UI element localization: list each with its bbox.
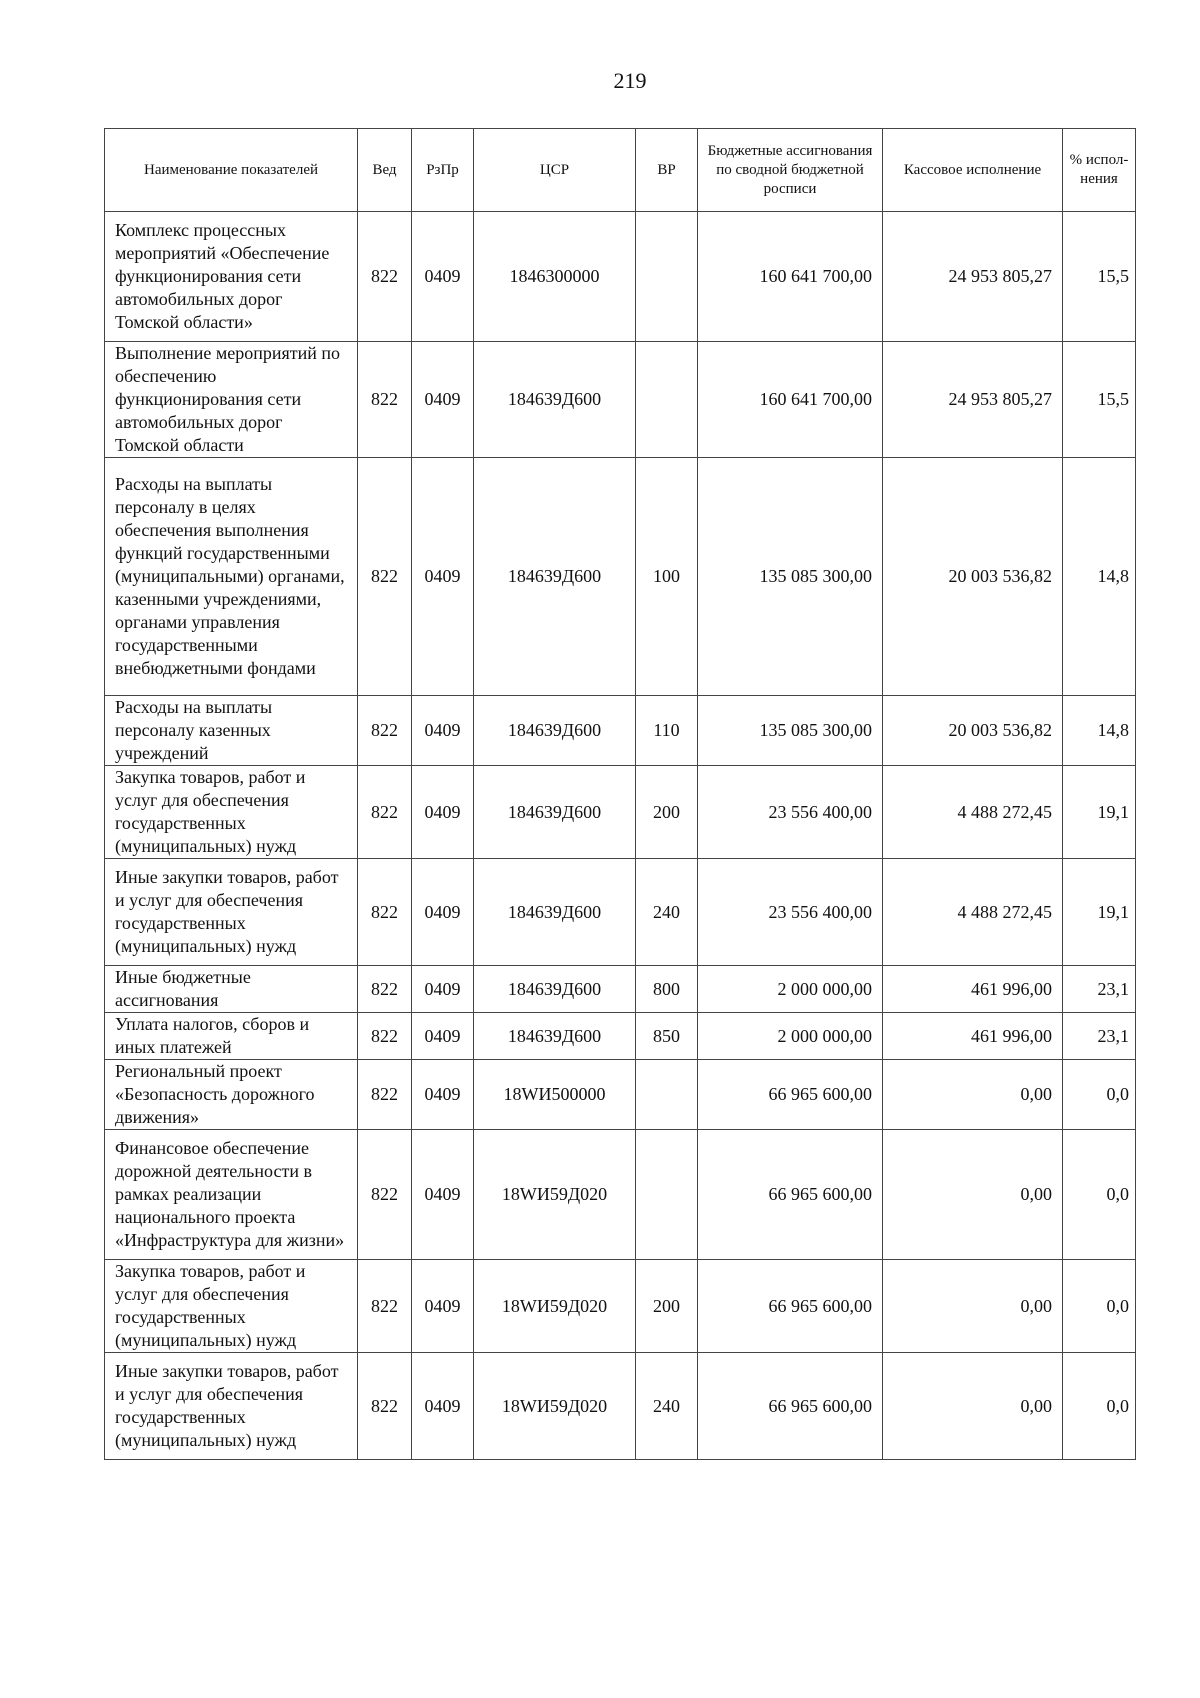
- cell-name: Финансовое обеспечение дорожной деятельности в рамках реализации национального проекта «Инфраструктура для жизни»: [105, 1130, 358, 1260]
- cell-vr: 110: [636, 696, 698, 766]
- cell-ved: 822: [358, 1260, 412, 1353]
- cell-ved: 822: [358, 859, 412, 966]
- cell-name: Комплекс процессных мероприятий «Обеспечение функционирования сети автомобильных дорог Томской области»: [105, 212, 358, 342]
- table-header-row: [105, 129, 1136, 212]
- cell-cash: 4 488 272,45: [883, 859, 1063, 966]
- cell-vr: 800: [636, 966, 698, 1013]
- cell-cash: 20 003 536,82: [883, 458, 1063, 696]
- table-row: [105, 458, 1136, 696]
- cell-pct: 0,0: [1063, 1130, 1136, 1260]
- cell-budget: 66 965 600,00: [698, 1130, 883, 1260]
- cell-rzpr: 0409: [412, 966, 474, 1013]
- table-row: [105, 859, 1136, 966]
- cell-ved: 822: [358, 212, 412, 342]
- cell-rzpr: 0409: [412, 1353, 474, 1460]
- table-body: [105, 212, 1136, 1460]
- cell-ved: 822: [358, 1060, 412, 1130]
- cell-name: Уплата налогов, сборов и иных платежей: [105, 1013, 358, 1060]
- table-row: [105, 1353, 1136, 1460]
- cell-pct: 19,1: [1063, 766, 1136, 859]
- cell-csr: 18WИ500000: [474, 1060, 636, 1130]
- cell-csr: 184639Д600: [474, 766, 636, 859]
- cell-vr: 240: [636, 1353, 698, 1460]
- cell-cash: 0,00: [883, 1060, 1063, 1130]
- cell-vr: 240: [636, 859, 698, 966]
- table-row: [105, 766, 1136, 859]
- header-vr: ВР: [636, 129, 698, 212]
- cell-vr: 200: [636, 1260, 698, 1353]
- cell-name: Закупка товаров, работ и услуг для обеспечения государственных (муниципальных) нужд: [105, 766, 358, 859]
- table-row: [105, 1013, 1136, 1060]
- cell-vr: 100: [636, 458, 698, 696]
- cell-rzpr: 0409: [412, 696, 474, 766]
- cell-name: Иные закупки товаров, работ и услуг для обеспечения государственных (муниципальных) нужд: [105, 859, 358, 966]
- table-row: [105, 1130, 1136, 1260]
- cell-budget: 135 085 300,00: [698, 696, 883, 766]
- cell-pct: 19,1: [1063, 859, 1136, 966]
- cell-rzpr: 0409: [412, 859, 474, 966]
- cell-pct: 14,8: [1063, 458, 1136, 696]
- cell-name: Закупка товаров, работ и услуг для обеспечения государственных (муниципальных) нужд: [105, 1260, 358, 1353]
- cell-name: Расходы на выплаты персоналу в целях обеспечения выполнения функций государственными (муниципальными) органами, казенными учреждениями, органами управления государственными внебюджетными фондами: [105, 458, 358, 696]
- cell-csr: 1846300000: [474, 212, 636, 342]
- cell-vr: [636, 1060, 698, 1130]
- table-row: [105, 696, 1136, 766]
- cell-budget: 2 000 000,00: [698, 1013, 883, 1060]
- cell-name: Региональный проект «Безопасность дорожного движения»: [105, 1060, 358, 1130]
- header-rzpr: РзПр: [412, 129, 474, 212]
- cell-csr: 184639Д600: [474, 859, 636, 966]
- cell-pct: 15,5: [1063, 212, 1136, 342]
- header-name: Наименование показателей: [105, 129, 358, 212]
- cell-pct: 0,0: [1063, 1353, 1136, 1460]
- cell-budget: 160 641 700,00: [698, 212, 883, 342]
- cell-budget: 135 085 300,00: [698, 458, 883, 696]
- table-row: [105, 1060, 1136, 1130]
- cell-cash: 24 953 805,27: [883, 342, 1063, 458]
- cell-name: Выполнение мероприятий по обеспечению функционирования сети автомобильных дорог Томской области: [105, 342, 358, 458]
- cell-pct: 15,5: [1063, 342, 1136, 458]
- cell-cash: 461 996,00: [883, 966, 1063, 1013]
- cell-rzpr: 0409: [412, 1130, 474, 1260]
- cell-budget: 2 000 000,00: [698, 966, 883, 1013]
- cell-rzpr: 0409: [412, 1060, 474, 1130]
- cell-rzpr: 0409: [412, 212, 474, 342]
- cell-cash: 20 003 536,82: [883, 696, 1063, 766]
- cell-ved: 822: [358, 966, 412, 1013]
- cell-cash: 0,00: [883, 1353, 1063, 1460]
- cell-rzpr: 0409: [412, 766, 474, 859]
- cell-name: Иные закупки товаров, работ и услуг для обеспечения государственных (муниципальных) нужд: [105, 1353, 358, 1460]
- cell-rzpr: 0409: [412, 1260, 474, 1353]
- cell-pct: 23,1: [1063, 1013, 1136, 1060]
- cell-budget: 66 965 600,00: [698, 1260, 883, 1353]
- cell-ved: 822: [358, 766, 412, 859]
- cell-ved: 822: [358, 1130, 412, 1260]
- cell-ved: 822: [358, 1353, 412, 1460]
- cell-vr: [636, 342, 698, 458]
- cell-budget: 23 556 400,00: [698, 859, 883, 966]
- cell-vr: 850: [636, 1013, 698, 1060]
- cell-csr: 184639Д600: [474, 696, 636, 766]
- cell-rzpr: 0409: [412, 1013, 474, 1060]
- cell-cash: 461 996,00: [883, 1013, 1063, 1060]
- cell-csr: 184639Д600: [474, 1013, 636, 1060]
- cell-vr: [636, 1130, 698, 1260]
- page-number: 219: [613, 68, 647, 93]
- table-row: [105, 342, 1136, 458]
- cell-budget: 66 965 600,00: [698, 1353, 883, 1460]
- budget-execution-table: [104, 128, 1136, 1460]
- cell-pct: 14,8: [1063, 696, 1136, 766]
- cell-csr: 184639Д600: [474, 458, 636, 696]
- cell-ved: 822: [358, 1013, 412, 1060]
- cell-name: Расходы на выплаты персоналу казенных учреждений: [105, 696, 358, 766]
- header-ved: Вед: [358, 129, 412, 212]
- cell-cash: 0,00: [883, 1130, 1063, 1260]
- cell-pct: 23,1: [1063, 966, 1136, 1013]
- table-row: [105, 966, 1136, 1013]
- cell-budget: 23 556 400,00: [698, 766, 883, 859]
- header-csr: ЦСР: [474, 129, 636, 212]
- cell-ved: 822: [358, 696, 412, 766]
- cell-vr: [636, 212, 698, 342]
- cell-budget: 160 641 700,00: [698, 342, 883, 458]
- cell-name: Иные бюджетные ассигнования: [105, 966, 358, 1013]
- cell-cash: 24 953 805,27: [883, 212, 1063, 342]
- cell-csr: 184639Д600: [474, 966, 636, 1013]
- cell-rzpr: 0409: [412, 458, 474, 696]
- cell-csr: 18WИ59Д020: [474, 1260, 636, 1353]
- cell-ved: 822: [358, 342, 412, 458]
- cell-csr: 184639Д600: [474, 342, 636, 458]
- header-budget: Бюджетные ассигнования по сводной бюджетной росписи: [698, 129, 883, 212]
- cell-cash: 0,00: [883, 1260, 1063, 1353]
- header-pct: % испол-нения: [1063, 129, 1136, 212]
- cell-ved: 822: [358, 458, 412, 696]
- cell-pct: 0,0: [1063, 1060, 1136, 1130]
- cell-budget: 66 965 600,00: [698, 1060, 883, 1130]
- cell-cash: 4 488 272,45: [883, 766, 1063, 859]
- table-row: [105, 212, 1136, 342]
- cell-csr: 18WИ59Д020: [474, 1353, 636, 1460]
- cell-rzpr: 0409: [412, 342, 474, 458]
- cell-vr: 200: [636, 766, 698, 859]
- header-cash: Кассовое исполнение: [883, 129, 1063, 212]
- cell-pct: 0,0: [1063, 1260, 1136, 1353]
- table-row: [105, 1260, 1136, 1353]
- cell-csr: 18WИ59Д020: [474, 1130, 636, 1260]
